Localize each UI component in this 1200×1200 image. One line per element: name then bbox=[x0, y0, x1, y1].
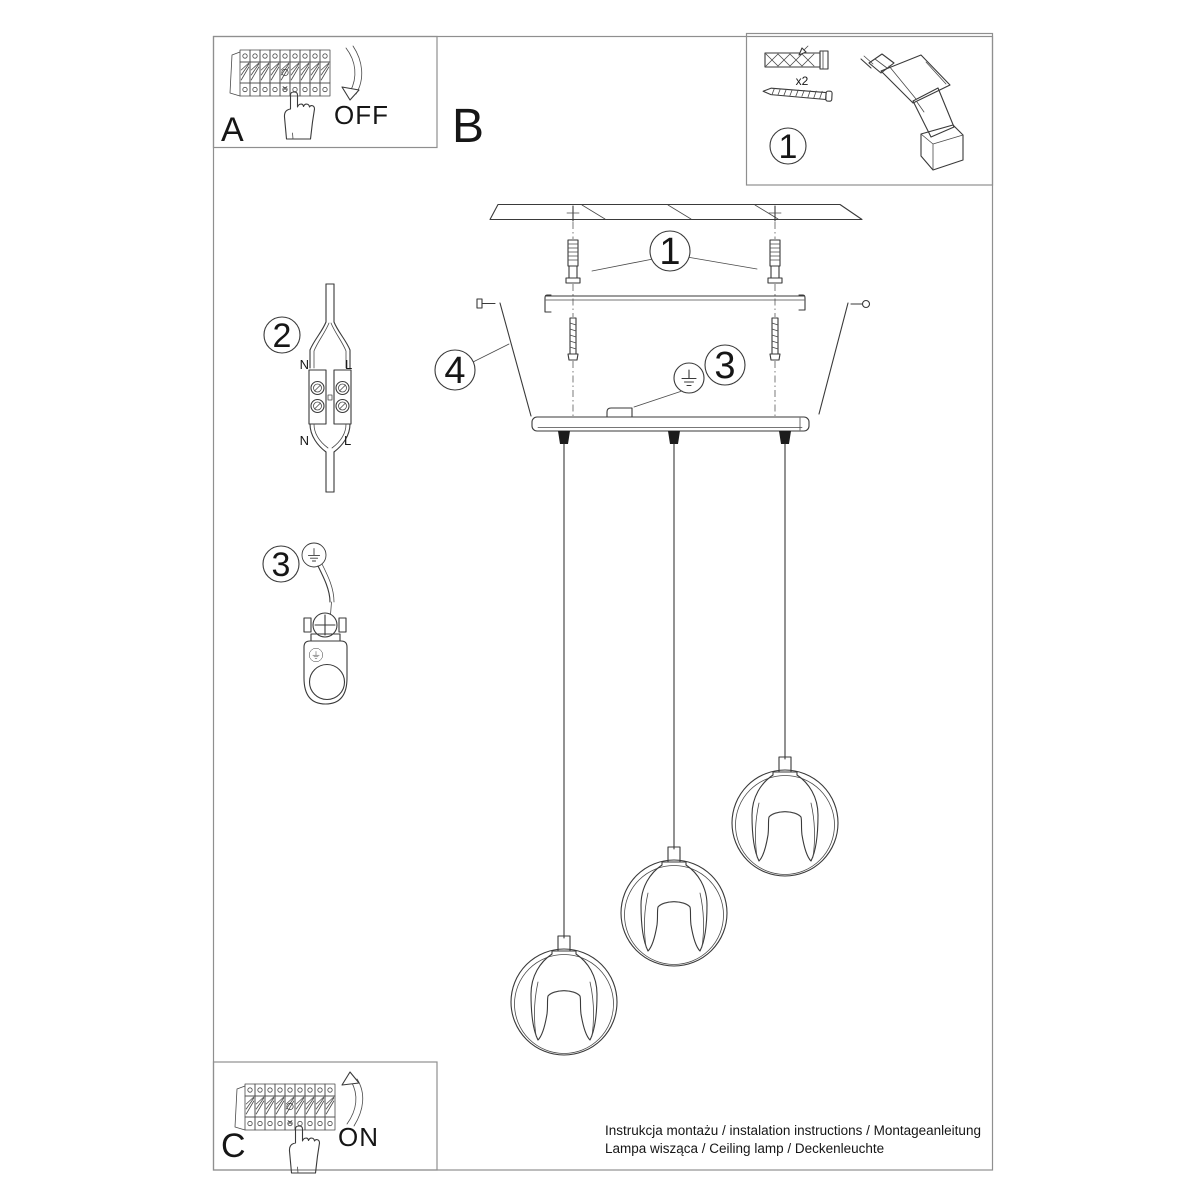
step-a-power-off-box bbox=[214, 37, 438, 150]
main-callout-1-number: 1 bbox=[659, 231, 681, 273]
detail-ground-connection bbox=[263, 543, 347, 704]
pointing-hand-icon-c bbox=[289, 1126, 319, 1173]
main-callout-4 bbox=[435, 344, 509, 392]
ground-screw-clamp bbox=[304, 613, 346, 641]
ground-symbol-tiny-icon bbox=[309, 648, 323, 662]
wire-l-bottom-label: L bbox=[344, 433, 352, 448]
wire-n-top-label: N bbox=[299, 357, 309, 372]
box-c-label: C bbox=[221, 1127, 246, 1165]
main-callout-4-number: 4 bbox=[444, 350, 466, 392]
anchor-qty-label: x2 bbox=[795, 74, 809, 88]
canopy-screw-left bbox=[568, 318, 578, 360]
wire-l-top-label: L bbox=[345, 357, 353, 372]
cord-grip-left bbox=[558, 431, 570, 444]
main-callout-3 bbox=[634, 345, 745, 407]
box-a-label: A bbox=[221, 111, 244, 149]
pendant-lamp-right bbox=[732, 757, 838, 876]
footer bbox=[605, 1123, 981, 1156]
detail-callout-3-number: 3 bbox=[271, 546, 291, 584]
bracket-piece bbox=[304, 641, 347, 704]
side-screw-left bbox=[477, 299, 482, 308]
cord-grip-middle bbox=[668, 431, 680, 444]
ground-symbol-icon bbox=[674, 363, 704, 393]
footer-line1: Instrukcja montażu / instalation instructions / Montageanleitung bbox=[605, 1123, 981, 1138]
detail-callout-2-number: 2 bbox=[272, 317, 292, 355]
base-bar bbox=[532, 408, 809, 431]
parts-callout-1 bbox=[770, 128, 806, 166]
terminal-block bbox=[309, 370, 351, 424]
step-c-power-on-box bbox=[214, 1062, 438, 1173]
arrow-down-icon bbox=[342, 46, 362, 100]
section-b-label: B bbox=[452, 100, 485, 153]
pointing-hand-icon bbox=[284, 92, 314, 139]
canopy-screw-right bbox=[770, 318, 780, 360]
breaker-panel-icon-c bbox=[235, 1084, 335, 1130]
wire-n-bottom-label: N bbox=[299, 433, 309, 448]
canopy bbox=[477, 295, 870, 416]
wall-anchor-right bbox=[768, 240, 782, 283]
wall-anchor-left bbox=[566, 240, 580, 283]
page-border bbox=[214, 37, 993, 1171]
drill-icon bbox=[861, 54, 963, 170]
pendant-lamp-left bbox=[511, 936, 617, 1055]
detail-callout-2 bbox=[264, 317, 300, 355]
cord-grip-right bbox=[779, 431, 791, 444]
main-assembly-diagram bbox=[435, 205, 870, 1056]
screw-icon bbox=[763, 88, 832, 102]
pendant-lamp-middle bbox=[621, 847, 727, 966]
footer-line2: Lampa wisząca / Ceiling lamp / Deckenleuchte bbox=[605, 1141, 885, 1156]
parts-box bbox=[747, 34, 993, 186]
main-callout-1 bbox=[592, 231, 757, 273]
ceiling-plate bbox=[490, 205, 862, 222]
ground-symbol-small-icon bbox=[302, 543, 326, 567]
wall-plug-icon bbox=[765, 46, 828, 69]
detail-callout-3 bbox=[263, 546, 299, 584]
parts-callout-1-number: 1 bbox=[778, 128, 798, 166]
ground-tab bbox=[607, 408, 632, 417]
main-callout-3-number: 3 bbox=[714, 345, 736, 387]
power-on-label: ON bbox=[338, 1122, 379, 1152]
detail-wire-connector bbox=[264, 284, 352, 492]
arrow-up-icon bbox=[342, 1072, 363, 1126]
breaker-panel-icon bbox=[230, 50, 330, 96]
power-off-label: OFF bbox=[334, 100, 389, 130]
